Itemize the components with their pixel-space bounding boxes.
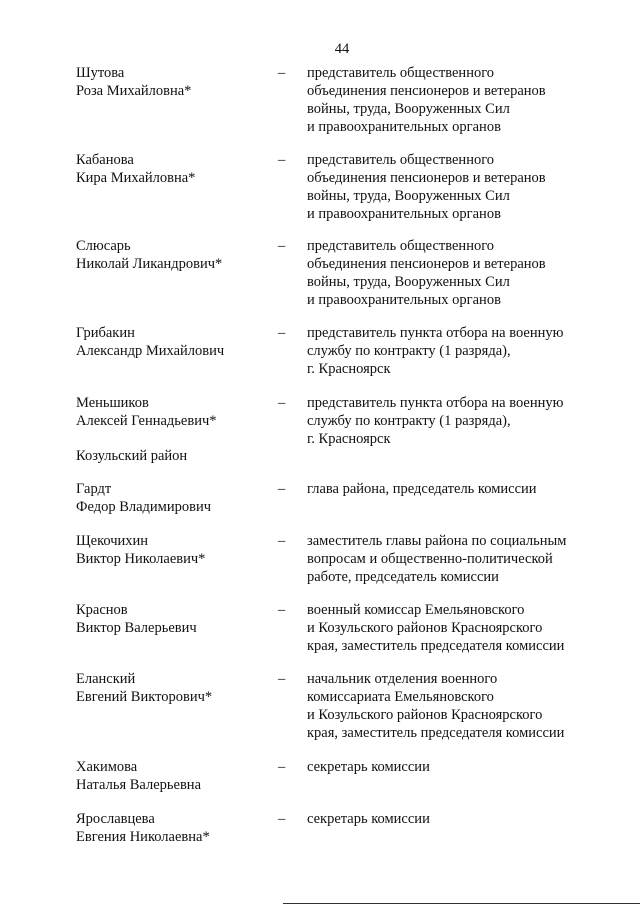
dash-separator: – [278, 325, 286, 341]
role-line: работе, председатель комиссии [307, 569, 499, 585]
member-role [307, 64, 607, 136]
dash-separator: – [278, 152, 286, 168]
member-surname: Ярославцева [76, 811, 155, 827]
member-given-name: Наталья Валерьевна [76, 777, 201, 793]
member-surname: Щекочихин [76, 533, 149, 549]
member-role [307, 601, 607, 655]
role-line: и Козульского районов Красноярского [307, 620, 543, 636]
member-name [76, 480, 276, 516]
dash-separator: – [278, 759, 286, 775]
member-given-name: Александр Михайлович [76, 343, 225, 359]
member-name [76, 64, 276, 100]
role-line: представитель общественного [307, 152, 495, 168]
member-role [307, 394, 607, 448]
member-given-name: Виктор Николаевич* [76, 551, 206, 567]
member-surname: Еланский [76, 671, 136, 687]
member-role [307, 532, 607, 586]
member-name [76, 151, 276, 187]
role-line: объединения пенсионеров и ветеранов [307, 170, 546, 186]
role-line: войны, труда, Вооруженных Сил [307, 101, 510, 117]
role-line: г. Красноярск [307, 361, 391, 377]
member-given-name: Кира Михайловна* [76, 170, 196, 186]
member-surname: Хакимова [76, 759, 138, 775]
member-surname: Меньшиков [76, 395, 149, 411]
role-line: и Козульского районов Красноярского [307, 707, 543, 723]
dash-separator: – [278, 671, 286, 687]
member-surname: Шутова [76, 65, 125, 81]
member-name [76, 394, 276, 430]
role-line: объединения пенсионеров и ветеранов [307, 83, 546, 99]
member-given-name: Роза Михайловна* [76, 83, 192, 99]
role-line: представитель общественного [307, 65, 495, 81]
member-role [307, 480, 607, 498]
member-name [76, 670, 276, 706]
member-given-name: Евгений Викторович* [76, 689, 213, 705]
role-line: края, заместитель председателя комиссии [307, 638, 565, 654]
role-line: начальник отделения военного [307, 671, 498, 687]
member-surname: Гардт [76, 481, 112, 497]
member-given-name: Федор Владимирович [76, 499, 212, 515]
member-name [76, 237, 276, 273]
role-line: края, заместитель председателя комиссии [307, 725, 565, 741]
member-surname: Краснов [76, 602, 128, 618]
section-heading: Козульский район [76, 448, 188, 464]
dash-separator: – [278, 395, 286, 411]
dash-separator: – [278, 811, 286, 827]
role-line: вопросам и общественно-политической [307, 551, 553, 567]
role-line: и правоохранительных органов [307, 206, 501, 222]
member-name [76, 532, 276, 568]
role-line: представитель пункта отбора на военную [307, 325, 564, 341]
dash-separator: – [278, 65, 286, 81]
member-name [76, 810, 276, 846]
role-line: глава района, председатель комиссии [307, 481, 537, 497]
dash-separator: – [278, 602, 286, 618]
member-surname: Кабанова [76, 152, 134, 168]
member-role [307, 670, 607, 742]
role-line: службу по контракту (1 разряда), [307, 413, 511, 429]
member-role [307, 324, 607, 378]
role-line: и правоохранительных органов [307, 119, 501, 135]
member-role [307, 758, 607, 776]
role-line: секретарь комиссии [307, 811, 430, 827]
role-line: войны, труда, Вооруженных Сил [307, 188, 510, 204]
role-line: г. Красноярск [307, 431, 391, 447]
member-given-name: Николай Ликандрович* [76, 256, 223, 272]
member-name [76, 758, 276, 794]
member-role [307, 810, 607, 828]
bottom-rule [283, 903, 640, 904]
role-line: комиссариата Емельяновского [307, 689, 494, 705]
member-name [76, 324, 276, 360]
role-line: военный комиссар Емельяновского [307, 602, 525, 618]
role-line: заместитель главы района по социальным [307, 533, 567, 549]
member-given-name: Евгения Николаевна* [76, 829, 210, 845]
role-line: объединения пенсионеров и ветеранов [307, 256, 546, 272]
dash-separator: – [278, 533, 286, 549]
member-surname: Грибакин [76, 325, 135, 341]
member-role [307, 151, 607, 223]
member-given-name: Алексей Геннадьевич* [76, 413, 217, 429]
role-line: и правоохранительных органов [307, 292, 501, 308]
page-number: 44 [334, 41, 350, 57]
member-given-name: Виктор Валерьевич [76, 620, 197, 636]
member-role [307, 237, 607, 309]
role-line: представитель общественного [307, 238, 495, 254]
role-line: войны, труда, Вооруженных Сил [307, 274, 510, 290]
dash-separator: – [278, 238, 286, 254]
member-name [76, 601, 276, 637]
role-line: службу по контракту (1 разряда), [307, 343, 511, 359]
role-line: секретарь комиссии [307, 759, 430, 775]
dash-separator: – [278, 481, 286, 497]
role-line: представитель пункта отбора на военную [307, 395, 564, 411]
member-surname: Слюсарь [76, 238, 131, 254]
